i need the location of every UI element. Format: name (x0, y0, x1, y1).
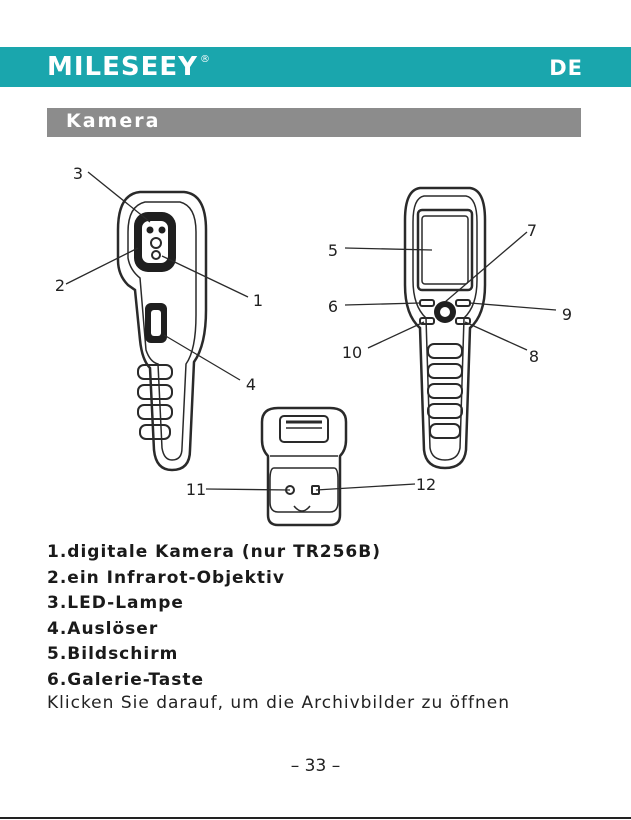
callout-10: 10 (341, 343, 363, 362)
callout-2: 2 (54, 276, 66, 295)
section-title: Kamera (66, 110, 161, 132)
callout-4: 4 (245, 375, 257, 394)
callout-7: 7 (526, 221, 538, 240)
page-number: – 33 – (290, 756, 341, 776)
language-code: DE (549, 56, 583, 80)
callout-5: 5 (327, 241, 339, 260)
camera-diagram (0, 150, 631, 530)
legend-item: 5.Bildschirm (47, 644, 179, 664)
brand-logo (47, 52, 211, 82)
callout-12: 12 (415, 475, 437, 494)
device-bottom-view (262, 408, 346, 525)
bottom-rule (0, 817, 631, 819)
component-legend (47, 540, 381, 693)
callout-9: 9 (561, 305, 573, 324)
legend-item: 4.Auslöser (47, 618, 159, 639)
device-back-view (405, 188, 485, 468)
brand-name: MILESEEY (47, 52, 198, 82)
legend-item: 3.LED-Lampe (47, 593, 184, 613)
callout-8: 8 (528, 347, 540, 366)
callout-1: 1 (252, 291, 264, 310)
legend-item: 2.ein Infrarot-Objektiv (47, 567, 285, 588)
legend-item: 6.Galerie-Taste (47, 669, 205, 690)
device-front-view (118, 192, 206, 470)
registered-mark: ® (199, 54, 211, 65)
legend-item: 1.digitale Kamera (nur TR256B) (47, 542, 381, 562)
callout-3: 3 (72, 164, 84, 183)
callout-6: 6 (327, 297, 339, 316)
gallery-button-description: Klicken Sie darauf, um die Archivbilder zu öffnen (47, 693, 511, 713)
callout-11: 11 (185, 480, 207, 499)
